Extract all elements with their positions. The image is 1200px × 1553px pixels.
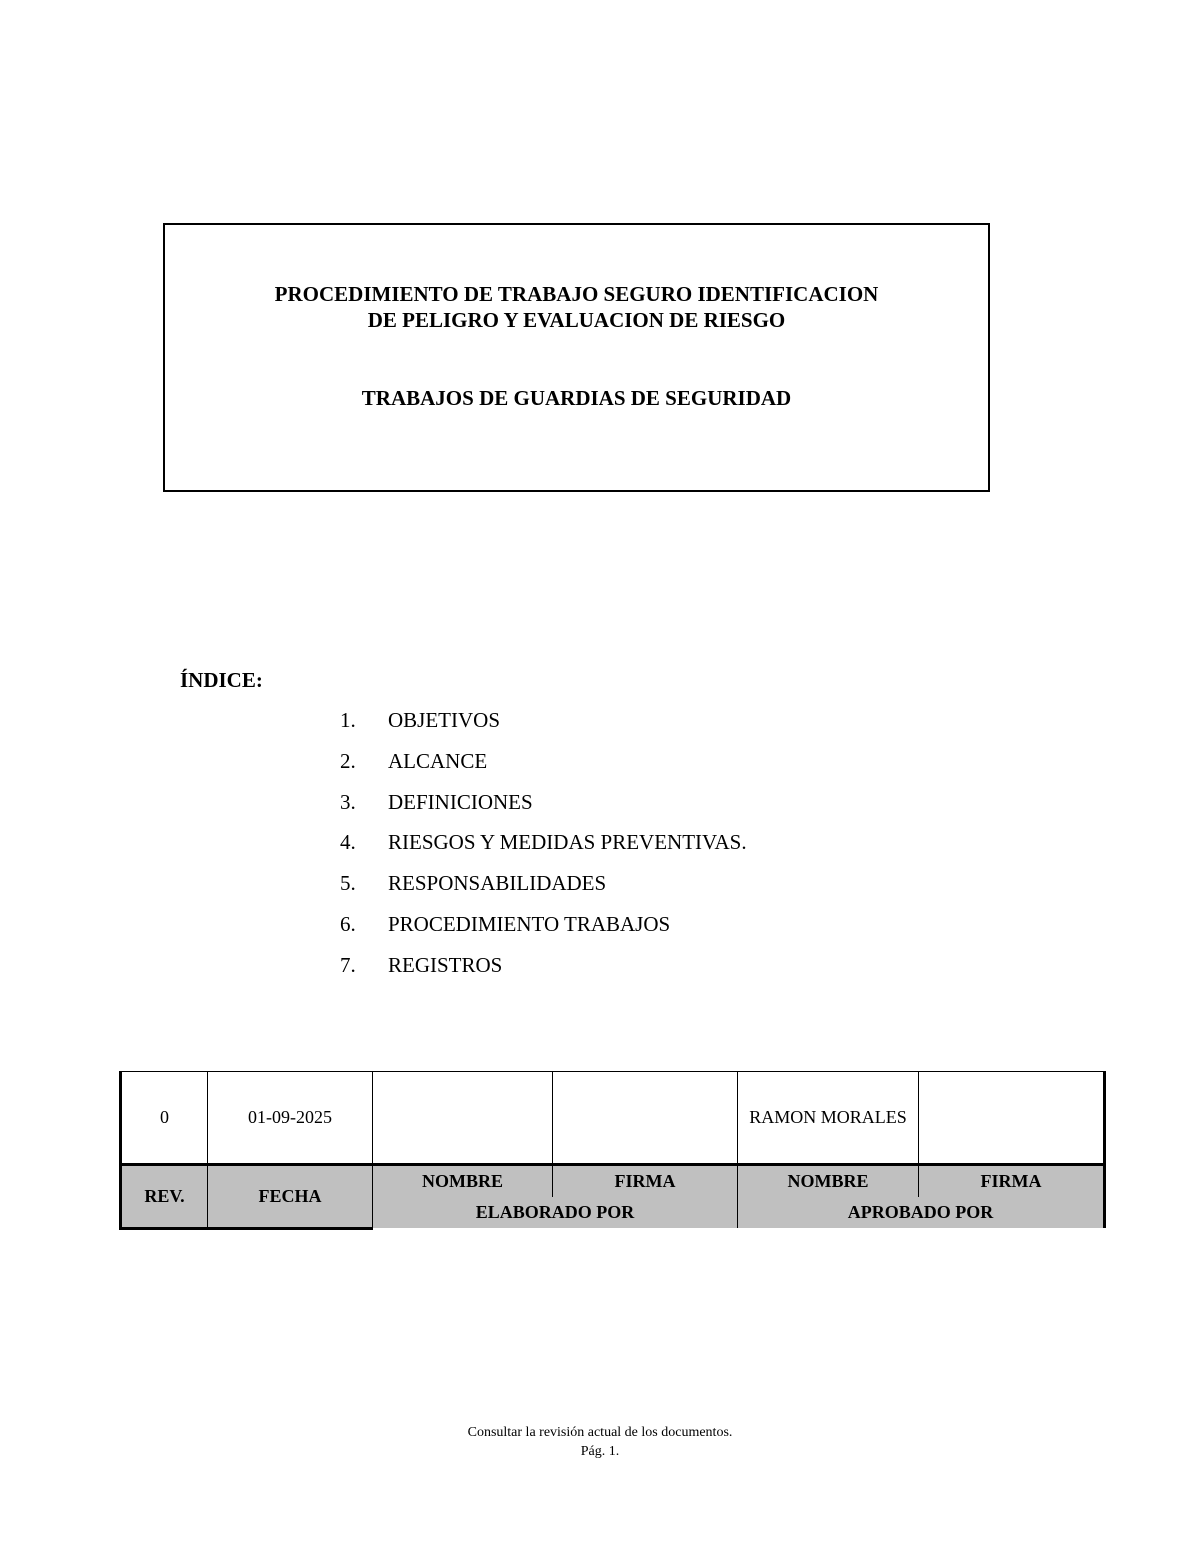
index-heading: ÍNDICE: <box>180 668 263 692</box>
elaborado-por-label: ELABORADO POR <box>373 1197 738 1228</box>
document-title-line-1: PROCEDIMIENTO DE TRABAJO SEGURO IDENTIFICACION <box>274 282 879 306</box>
index-number: 7. <box>340 952 356 977</box>
revision-table <box>119 1071 1106 1230</box>
index-number: 5. <box>340 871 356 896</box>
elaborado-firma-header: FIRMA <box>553 1165 738 1198</box>
rev-header: REV. <box>121 1165 208 1229</box>
fecha-value: 01-09-2025 <box>208 1072 373 1165</box>
aprobado-por-label: APROBADO POR <box>738 1197 1105 1228</box>
index-number: 6. <box>340 911 356 936</box>
index-label: PROCEDIMIENTO TRABAJOS <box>388 911 671 936</box>
elaborado-nombre-value <box>373 1072 553 1165</box>
aprobado-nombre-header: NOMBRE <box>738 1165 919 1198</box>
index-label: OBJETIVOS <box>388 708 501 732</box>
document-title-box <box>163 223 990 492</box>
index-label: REGISTROS <box>388 952 503 977</box>
index-label: RIESGOS Y MEDIDAS PREVENTIVAS. <box>388 830 747 855</box>
aprobado-nombre-value: RAMON MORALES <box>738 1072 919 1165</box>
index-number: 4. <box>340 830 356 855</box>
revision-data-row <box>121 1072 1105 1165</box>
aprobado-firma-value <box>919 1072 1105 1165</box>
index-number: 2. <box>340 748 356 773</box>
page-number: Pág. 1. <box>580 1444 620 1459</box>
index-number: 3. <box>340 789 356 814</box>
document-title-line-2: DE PELIGRO Y EVALUACION DE RIESGO <box>367 308 786 332</box>
revision-header-row <box>121 1165 1105 1198</box>
footer-note: Consultar la revisión actual de los documentos. <box>467 1425 733 1440</box>
index-label: ALCANCE <box>388 748 488 773</box>
index-label: RESPONSABILIDADES <box>388 871 607 896</box>
document-subtitle: TRABAJOS DE GUARDIAS DE SEGURIDAD <box>361 386 792 410</box>
elaborado-firma-value <box>553 1072 738 1165</box>
elaborado-nombre-header: NOMBRE <box>373 1165 553 1198</box>
rev-value: 0 <box>121 1072 208 1165</box>
index-label: DEFINICIONES <box>388 789 533 814</box>
aprobado-firma-header: FIRMA <box>919 1165 1105 1198</box>
fecha-header: FECHA <box>208 1165 373 1229</box>
index-number: 1. <box>340 708 356 732</box>
